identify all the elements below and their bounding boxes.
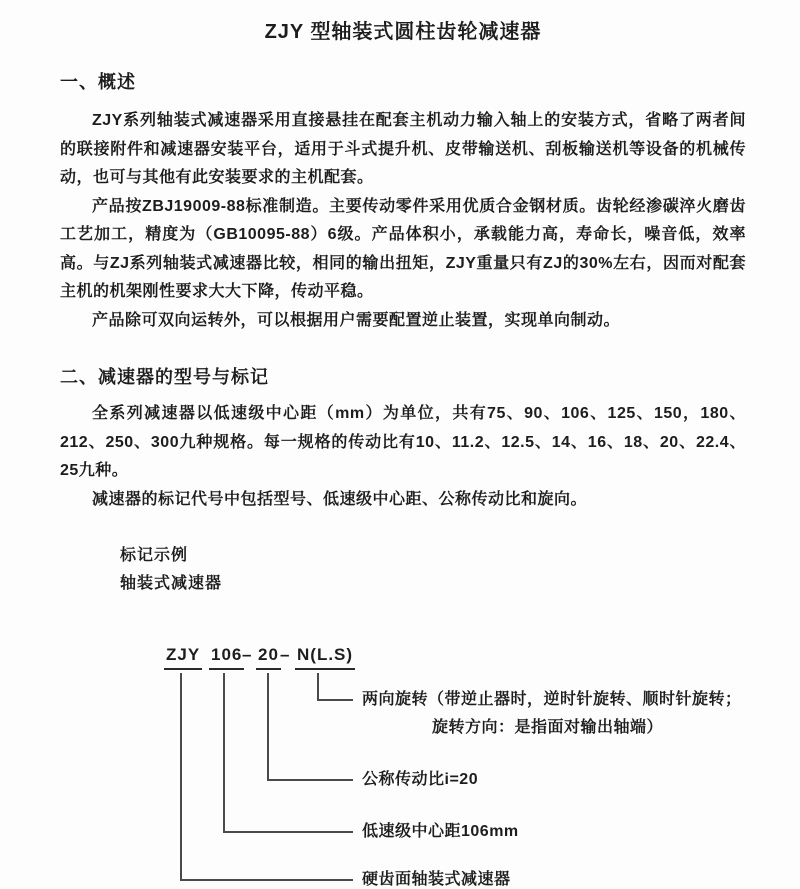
callout-horizontal-line-rotation <box>317 699 353 701</box>
callout-vertical-line-model <box>180 673 182 879</box>
code-segment-model: ZJY <box>164 645 202 670</box>
code-separator-dash: – <box>280 645 290 664</box>
section2-heading: 二、减速器的型号与标记 <box>60 367 269 387</box>
code-segment-ratio: 20 <box>256 645 281 670</box>
code-segment-rotation: N(L.S) <box>295 645 355 670</box>
callout-horizontal-line-ratio <box>267 779 353 781</box>
code-segment-center-distance: 106 <box>209 645 244 670</box>
marking-example-block <box>120 542 746 598</box>
callout-model-text: 硬齿面轴装式减速器 <box>362 871 511 888</box>
callout-rotation-text-line2: 旋转方向：是指面对输出轴端） <box>432 719 664 736</box>
code-separator-dash: – <box>242 645 252 664</box>
section2-paragraph-1: 全系列减速器以低速级中心距（mm）为单位，共有75、90、106、125、150，180、212、250、300九种规格。每一规格的传动比有10、11.2、12.5、14、16、18、20、22.4、25九种。 <box>60 405 746 479</box>
section2-paragraph-2: 减速器的标记代号中包括型号、低速级中心距、公称传动比和旋向。 <box>92 490 588 508</box>
section1-paragraph-3: 产品除可双向运转外，可以根据用户需要配置逆止装置，实现单向制动。 <box>92 311 621 329</box>
callout-vertical-line-ratio <box>267 673 269 779</box>
callout-rotation-text-line1: 两向旋转（带逆止器时，逆时针旋转、顺时针旋转； <box>362 691 742 708</box>
section1-paragraph-1: ZJY系列轴装式减速器采用直接悬挂在配套主机动力输入轴上的安装方式，省略了两者间的联接附件和减速器安装平台，适用于斗式提升机、皮带输送机、刮板输送机等设备的机械传动，也可与其他有此安装要求的主机配套。 <box>60 112 746 186</box>
callout-vertical-line-rotation <box>317 673 319 701</box>
page-title: ZJY 型轴装式圆柱齿轮减速器 <box>264 21 542 43</box>
section1-heading: 一、概述 <box>60 72 136 92</box>
model-code-diagram <box>60 635 746 889</box>
callout-vertical-line-center-distance <box>223 673 225 831</box>
marking-example-label: 标记示例 <box>120 547 189 564</box>
callout-center-distance-text: 低速级中心距106mm <box>362 823 519 840</box>
section1-paragraph-2: 产品按ZBJ19009-88标准制造。主要传动零件采用优质合金钢材质。齿轮经渗碳淬火磨齿工艺加工，精度为（GB10095-88）6级。产品体积小，承载能力高，寿命长，噪音低，效率高。与ZJ系列轴装式减速器比较，相同的输出扭矩，ZJY重量只有ZJ的30%左右，因而对配套主机的机架刚性要求大大下降，传动平稳。 <box>60 197 746 300</box>
callout-horizontal-line-center-distance <box>223 831 353 833</box>
marking-example-sublabel: 轴装式减速器 <box>120 575 223 592</box>
callout-ratio-text: 公称传动比i=20 <box>362 771 479 788</box>
callout-horizontal-line-model <box>180 879 353 881</box>
